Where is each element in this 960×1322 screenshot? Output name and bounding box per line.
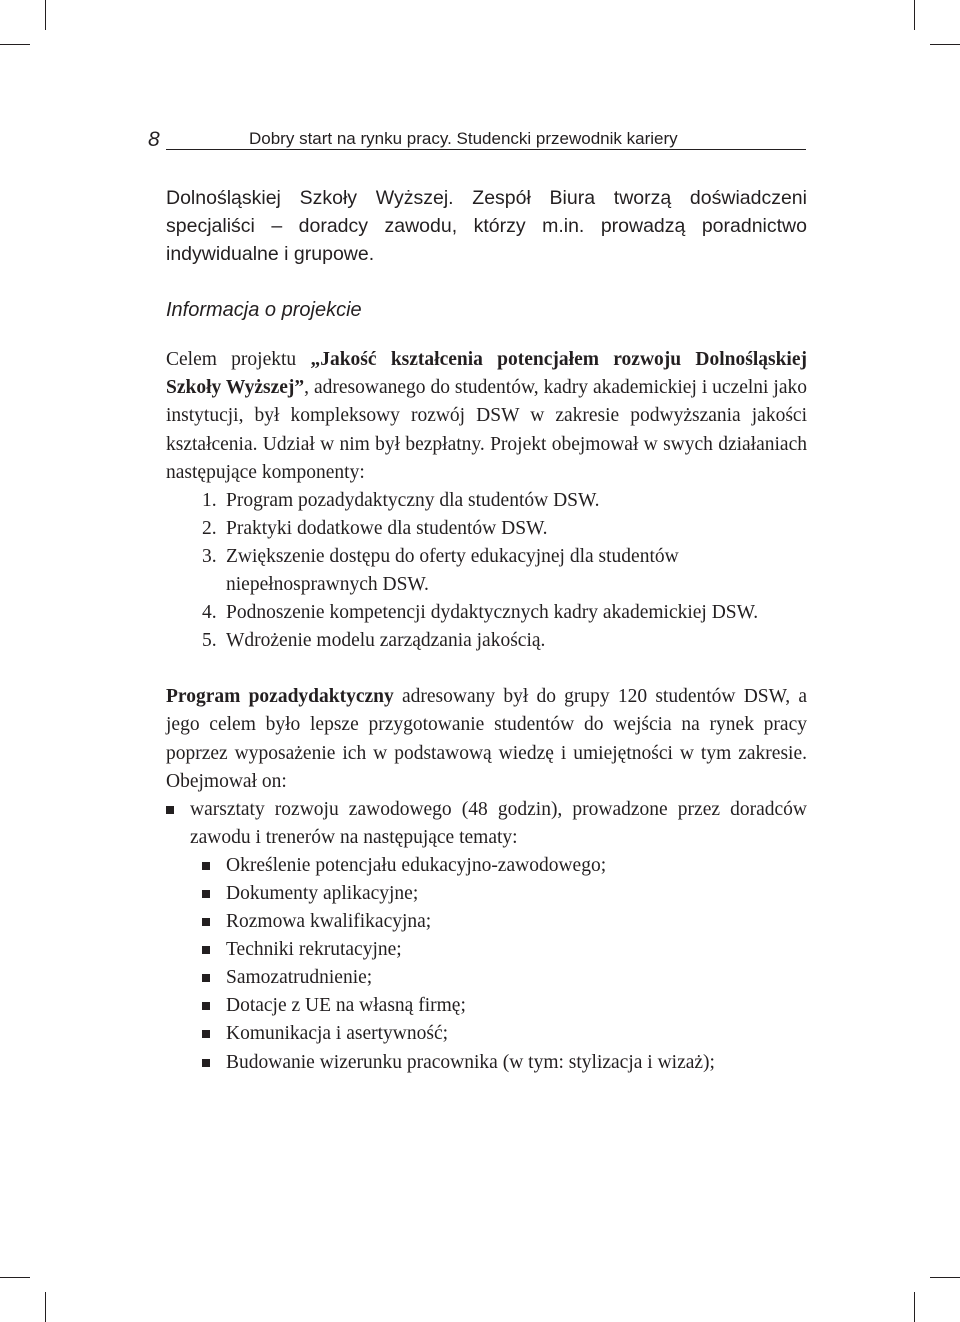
workshops-text: warsztaty rozwoju zawodowego (48 godzin), prowadzone przez doradców zawodu i trenerów na następujące tematy:: [190, 798, 807, 848]
list-item: [190, 880, 807, 908]
components-list: [166, 487, 807, 656]
item-number: 3.: [202, 545, 217, 567]
program-list: [166, 796, 807, 1077]
list-item: [190, 908, 807, 936]
project-description: , adresowanego do studentów, kadry akademickiej i uczelni jako instytucji, był kompleksowy rozwój DSW w zakresie podwyższania jakości kształcenia. Udział w nim był bezpłatny. Projekt obejmował w swych działaniach następujące komponenty:: [166, 377, 807, 483]
list-item: [190, 1049, 807, 1077]
project-paragraph: [166, 346, 807, 486]
square-bullet-icon: [202, 1030, 210, 1038]
item-number: 5.: [202, 630, 217, 652]
square-bullet-icon: [202, 890, 210, 898]
list-item: [190, 964, 807, 992]
item-text: Wdrożenie modelu zarządzania jakością.: [226, 630, 546, 652]
list-item: [190, 992, 807, 1020]
crop-mark: [930, 1277, 960, 1278]
section-heading: Informacja o projekcie: [166, 299, 362, 322]
list-item: [190, 936, 807, 964]
item-text: Praktyki dodatkowe dla studentów DSW.: [226, 517, 548, 539]
program-paragraph: [166, 683, 807, 795]
intro-paragraph: Dolnośląskiej Szkoły Wyższej. Zespół Biura tworzą doświadczeni specjaliści – doradcy zawodu, którzy m.in. prowadzą poradnictwo indywidualne i grupowe.: [166, 187, 807, 266]
topic-text: Samozatrudnienie;: [226, 967, 373, 989]
topics-list: [190, 852, 807, 1077]
page-content: [166, 184, 807, 1077]
square-bullet-icon: [202, 862, 210, 870]
list-item: [166, 515, 807, 543]
crop-mark: [45, 1292, 46, 1322]
crop-mark: [914, 1292, 915, 1322]
list-item: [166, 627, 807, 655]
header-rule: [166, 149, 806, 150]
page-header: [148, 128, 806, 152]
list-item: [190, 852, 807, 880]
list-item: [166, 796, 807, 1077]
crop-mark: [0, 44, 30, 45]
project-prefix: Celem projektu: [166, 349, 311, 371]
square-bullet-icon: [202, 946, 210, 954]
square-bullet-icon: [202, 918, 210, 926]
item-text: Zwiększenie dostępu do oferty edukacyjnej dla studentów niepełnosprawnych DSW.: [226, 545, 679, 596]
list-item: [166, 487, 807, 515]
square-bullet-icon: [202, 974, 210, 982]
square-bullet-icon: [166, 806, 174, 814]
item-number: 2.: [202, 517, 217, 539]
topic-text: Techniki rekrutacyjne;: [226, 939, 402, 961]
crop-mark: [0, 1277, 30, 1278]
list-item: [166, 599, 807, 627]
project-title: „Jakość kształcenia potencjałem rozwoju Dolnośląskiej Szkoły Wyższej”: [166, 349, 808, 399]
item-text: Podnoszenie kompetencji dydaktycznych kadry akademickiej DSW.: [226, 602, 759, 624]
topic-text: Dotacje z UE na własną firmę;: [226, 995, 466, 1017]
list-item: [190, 1020, 807, 1048]
item-text: Program pozadydaktyczny dla studentów DSW.: [226, 489, 600, 511]
topic-text: Określenie potencjału edukacyjno-zawodowego;: [226, 854, 607, 876]
item-number: 1.: [202, 489, 217, 511]
topic-text: Budowanie wizerunku pracownika (w tym: stylizacja i wizaż);: [226, 1051, 715, 1073]
running-title: Dobry start na rynku pracy. Studencki przewodnik kariery: [249, 129, 678, 148]
topic-text: Komunikacja i asertywność;: [226, 1023, 449, 1045]
item-number: 4.: [202, 602, 217, 624]
crop-mark: [45, 0, 46, 30]
program-description: adresowany był do grupy 120 studentów DSW, a jego celem było lepsze przygotowanie studentów do wejścia na rynek pracy poprzez wyposażenie ich w podstawową wiedzę i umiejętności w tym zakresie. Obejmował on:: [166, 686, 807, 792]
topic-text: Dokumenty aplikacyjne;: [226, 882, 419, 904]
crop-mark: [930, 44, 960, 45]
square-bullet-icon: [202, 1059, 210, 1067]
program-title: Program pozadydaktyczny: [166, 686, 394, 708]
page-number: 8: [148, 128, 160, 151]
crop-mark: [914, 0, 915, 30]
list-item: [166, 543, 807, 599]
square-bullet-icon: [202, 1002, 210, 1010]
topic-text: Rozmowa kwalifikacyjna;: [226, 911, 432, 933]
